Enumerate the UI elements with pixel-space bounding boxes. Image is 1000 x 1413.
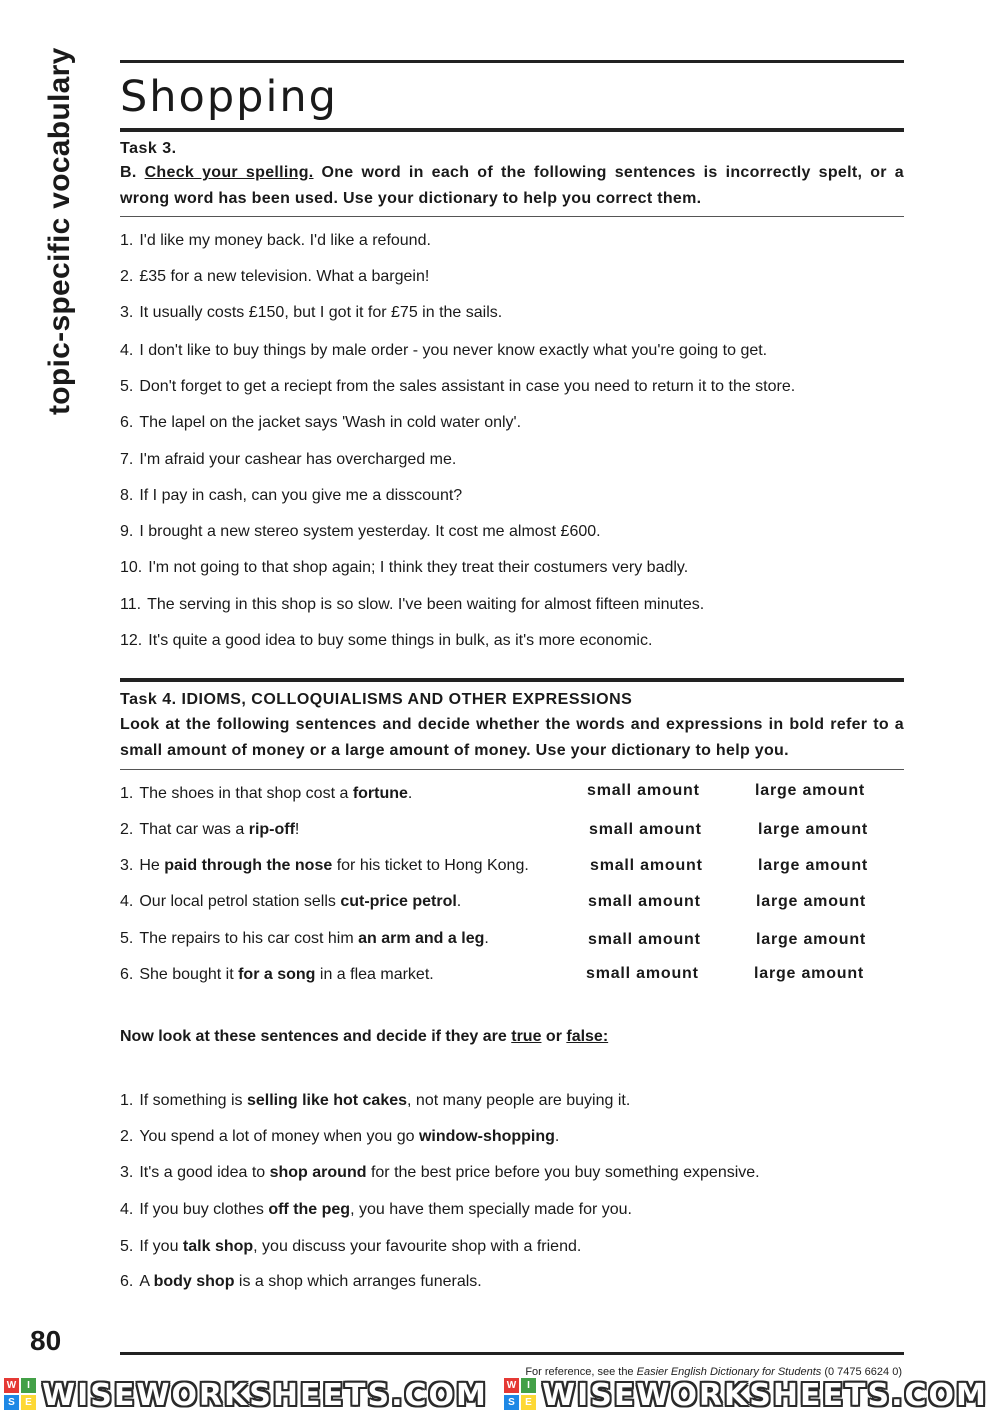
list-item [120, 232, 431, 250]
task3-underlined: Check your spelling. [144, 164, 314, 181]
list-item [120, 632, 652, 650]
item-text-after: ! [294, 821, 300, 838]
page-title: Shopping [120, 72, 338, 122]
task4-rule [120, 769, 904, 770]
item-number: 5. [120, 1238, 134, 1255]
or-word: or [541, 1028, 567, 1045]
item-text-before: If something is [139, 1092, 247, 1109]
option-small-amount[interactable]: small amount [588, 893, 701, 910]
item-number: 2. [120, 1128, 134, 1145]
list-item [120, 559, 688, 577]
item-text-after: . [456, 893, 462, 910]
item-text-after: . [554, 1128, 560, 1145]
item-number: 5. [120, 930, 134, 947]
task4-heading: Task 4. IDIOMS, COLLOQUIALISMS AND OTHER EXPRESSIONS [120, 691, 633, 708]
top-rule [120, 60, 904, 63]
item-text: It's quite a good idea to buy some things in bulk, as it's more economic. [148, 632, 653, 649]
task3-rule [120, 216, 904, 217]
option-large-amount[interactable]: large amount [754, 965, 865, 982]
watermark-text: WISEWORKSHEETS.COM [542, 1377, 988, 1413]
list-item [120, 596, 704, 614]
item-number: 2. [120, 821, 134, 838]
item-number: 1. [120, 232, 134, 249]
item-number: 6. [120, 1273, 134, 1290]
option-small-amount[interactable]: small amount [590, 857, 703, 874]
item-text: If I pay in cash, can you give me a disscount? [139, 487, 463, 504]
list-item [120, 1201, 632, 1219]
item-text: I'd like my money back. I'd like a refound. [139, 232, 431, 249]
item-expression: window-shopping [418, 1128, 555, 1145]
list-item [120, 1273, 482, 1291]
reference-suffix: (0 7475 6624 0) [821, 1366, 902, 1378]
list-item [120, 785, 412, 803]
item-text-after: , not many people are buying it. [407, 1092, 631, 1109]
item-text-after: is a shop which arranges funerals. [234, 1273, 482, 1290]
logo-letter: W [4, 1378, 19, 1393]
item-text-before: A [139, 1273, 154, 1290]
option-large-amount[interactable]: large amount [758, 857, 869, 874]
item-expression: talk shop [182, 1238, 254, 1255]
item-number: 3. [120, 857, 134, 874]
item-text-after: , you have them specially made for you. [350, 1201, 632, 1218]
item-text-after: . [484, 930, 489, 947]
item-expression: selling like hot cakes [246, 1092, 408, 1109]
item-number: 12. [120, 632, 143, 649]
list-item [120, 1128, 559, 1146]
watermark-text: WISEWORKSHEETS.COM [42, 1377, 488, 1413]
list-item [120, 378, 795, 396]
list-item [120, 268, 429, 286]
option-small-amount[interactable]: small amount [589, 821, 702, 838]
option-large-amount[interactable]: large amount [756, 931, 867, 948]
list-item [120, 1164, 760, 1182]
list-item [120, 930, 489, 948]
option-small-amount[interactable]: small amount [587, 782, 700, 799]
logo-letter: I [521, 1378, 536, 1393]
side-label: topic-specific vocabulary [43, 47, 76, 415]
list-item [120, 1092, 630, 1110]
item-text-before: He [139, 857, 165, 874]
item-expression: an arm and a leg [358, 930, 485, 947]
item-number: 8. [120, 487, 134, 504]
task3-instruction [120, 160, 904, 212]
list-item [120, 487, 462, 505]
item-number: 4. [120, 342, 134, 359]
item-expression: paid through the nose [164, 857, 333, 874]
list-item [120, 821, 299, 839]
logo-letter: I [21, 1378, 36, 1393]
item-text: I brought a new stereo system yesterday. It cost me almost £600. [139, 523, 601, 540]
task3-instruction-text: One word in each of the following sentences is incorrectly spelt, or a wrong word has been used. Use your dictionary to help you correct them. [120, 164, 904, 207]
false-word: false: [566, 1028, 609, 1045]
list-item [120, 304, 502, 322]
watermark-logo-icon [504, 1378, 538, 1412]
page-number: 80 [30, 1325, 62, 1356]
item-text: £35 for a new television. What a bargein! [139, 268, 430, 285]
item-text-before: It's a good idea to [139, 1164, 270, 1181]
tf-intro: Now look at these sentences and decide if they are [120, 1028, 512, 1045]
logo-letter: E [21, 1395, 36, 1410]
item-expression: shop around [269, 1164, 367, 1181]
item-text-before: The repairs to his car cost him [139, 930, 359, 947]
item-text: The lapel on the jacket says 'Wash in cold water only'. [139, 414, 522, 431]
item-text-before: If you [139, 1238, 183, 1255]
item-text: I don't like to buy things by male order - you never know exactly what you're going to get. [139, 342, 768, 359]
reference-prefix: For reference, see the [525, 1366, 637, 1378]
item-number: 7. [120, 451, 134, 468]
item-text-before: The shoes in that shop cost a [139, 785, 353, 802]
item-text: It usually costs £150, but I got it for £75 in the sails. [139, 304, 503, 321]
list-item [120, 414, 521, 432]
watermark-left [4, 1377, 488, 1413]
option-large-amount[interactable]: large amount [755, 782, 866, 799]
item-text-before: You spend a lot of money when you go [139, 1128, 419, 1145]
list-item [120, 342, 767, 360]
item-text: Don't forget to get a reciept from the sales assistant in case you need to return it to the store. [139, 378, 796, 395]
item-number: 6. [120, 414, 134, 431]
title-rule [120, 128, 904, 132]
logo-letter: W [504, 1378, 519, 1393]
footer-rule [120, 1352, 904, 1355]
item-number: 1. [120, 1092, 134, 1109]
item-number: 1. [120, 785, 134, 802]
watermark-logo-icon [4, 1378, 38, 1412]
item-text-after: for his ticket to Hong Kong. [332, 857, 529, 874]
item-text-before: She bought it [139, 966, 239, 983]
item-text: I'm not going to that shop again; I think they treat their costumers very badly. [148, 559, 689, 576]
item-text-after: for the best price before you buy something expensive. [366, 1164, 760, 1181]
item-expression: off the peg [268, 1201, 351, 1218]
item-number: 2. [120, 268, 134, 285]
true-false-heading [120, 1028, 608, 1046]
item-expression: fortune [352, 785, 408, 802]
option-large-amount[interactable]: large amount [758, 821, 869, 838]
item-number: 5. [120, 378, 134, 395]
option-small-amount[interactable]: small amount [586, 965, 699, 982]
list-item [120, 966, 434, 984]
list-item [120, 523, 601, 541]
item-text-before: Our local petrol station sells [139, 893, 341, 910]
task3-heading: Task 3. [120, 140, 177, 157]
logo-letter: E [521, 1395, 536, 1410]
item-expression: rip-off [248, 821, 295, 838]
list-item [120, 451, 456, 469]
item-text: I'm afraid your cashear has overcharged me. [139, 451, 457, 468]
item-expression: body shop [153, 1273, 235, 1290]
option-large-amount[interactable]: large amount [756, 893, 867, 910]
item-number: 10. [120, 559, 143, 576]
item-text-after: , you discuss your favourite shop with a friend. [253, 1238, 582, 1255]
item-number: 9. [120, 523, 134, 540]
task3-prefix: B. [120, 164, 145, 181]
item-text: The serving in this shop is so slow. I've been waiting for almost fifteen minutes. [147, 596, 705, 613]
item-number: 3. [120, 304, 134, 321]
task4-rule-top [120, 678, 904, 682]
item-number: 4. [120, 893, 134, 910]
item-number: 4. [120, 1201, 134, 1218]
item-text-before: That car was a [139, 821, 249, 838]
list-item [120, 893, 461, 911]
item-expression: for a song [238, 966, 316, 983]
item-text-before: If you buy clothes [139, 1201, 269, 1218]
item-number: 11. [120, 596, 142, 613]
task4-instruction: Look at the following sentences and decide whether the words and expressions in bold refer to a small amount of money or a large amount of money. Use your dictionary to help you. [120, 716, 904, 759]
option-small-amount[interactable]: small amount [588, 931, 701, 948]
true-word: true [511, 1028, 542, 1045]
item-text-after: . [407, 785, 413, 802]
logo-letter: S [504, 1395, 519, 1410]
item-number: 3. [120, 1164, 134, 1181]
item-expression: cut-price petrol [340, 893, 457, 910]
watermark-right [504, 1377, 988, 1413]
reference-book: Easier English Dictionary for Students [636, 1366, 822, 1378]
logo-letter: S [4, 1395, 19, 1410]
item-text-after: in a flea market. [315, 966, 434, 983]
item-number: 6. [120, 966, 134, 983]
list-item [120, 857, 529, 875]
list-item [120, 1238, 581, 1256]
